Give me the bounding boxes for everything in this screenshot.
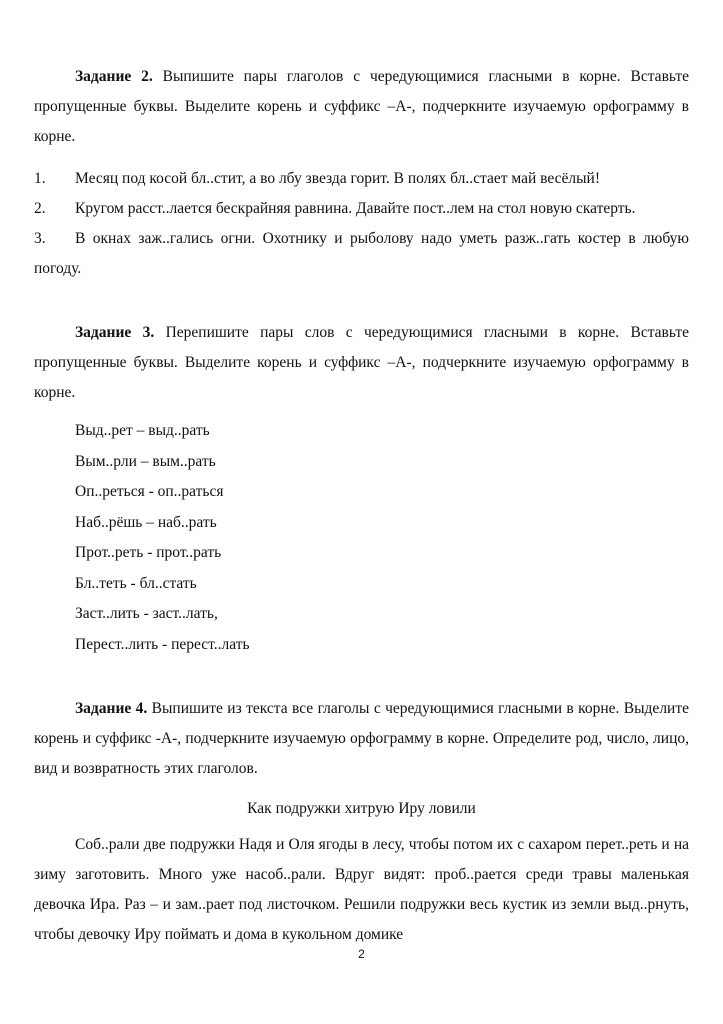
list-item-text: В окнах заж..гались огни. Охотнику и рыболову надо уметь разж..гать костер в любую погоду. [34,230,689,277]
task4-text: Выпишите из текста все глаголы с чередующимися гласными в корне. Выделите корень и суффикс -А-, подчеркните изучаемую орфограмму в корне. Определите род, число, лицо, вид и возвратность этих глаголов. [34,700,689,777]
story-text: Соб..рали две подружки Надя и Оля ягоды в лесу, чтобы потом их с сахаром перет..реть и на зиму заготовить. Много уже насоб..рали. Вдруг видят: проб..рается среди травы маленькая девочка Ира. Раз – и зам..рает под листочком. Решили подружки весь кустик из земли выд..рнуть, чтобы девочку Иру поймать и дома в кукольном домике [34,836,689,943]
task2-list [34,164,689,284]
word-pair: Наб..рёшь – наб..рать [75,513,217,531]
task2-text: Выпишите пары глаголов с чередующимися гласными в корне. Вставьте пропущенные буквы. Выделите корень и суффикс –А-, подчеркните изучаемую орфограмму в корне. [34,68,690,145]
page-number: 2 [358,947,365,961]
task3-instruction [34,318,689,408]
task2-instruction [34,62,689,152]
document-page [34,62,689,950]
task3-text: Перепишите пары слов с чередующимися гласными в корне. Вставьте пропущенные буквы. Выделите корень и суффикс –А-, подчеркните изучаемую орфограмму в корне. [34,324,690,401]
word-pair: Выд..рет – выд..рать [75,422,210,439]
list-item [34,224,689,284]
list-item [34,164,689,194]
word-pair: Перест..лить - перест..лать [75,635,250,653]
word-pair: Вым..рли – вым..рать [75,452,216,470]
task3-word-list [75,416,689,660]
list-item [34,194,689,224]
word-pair: Прот..реть - прот..рать [75,544,222,561]
word-pair: Оп..реться - оп..раться [75,483,224,500]
story-title: Как подружки хитрую Иру ловили [247,800,476,817]
word-pair: Бл..теть - бл..стать [75,574,197,592]
list-item-text: Кругом расст..лается бескрайняя равнина. Давайте пост..лем на стол новую скатерть. [75,200,636,217]
task2-label: Задание 2. [75,68,153,85]
task3-label: Задание 3. [75,324,155,341]
word-pair: Заст..лить - заст..лать, [75,605,218,622]
list-item-text: Месяц под косой бл..стит, а во лбу звезда горит. В полях бл..стает май весёлый! [75,170,601,187]
task4-label: Задание 4. [75,700,148,717]
task4-instruction [34,694,689,784]
list-item-number: 3. [34,230,46,247]
list-item-number: 1. [34,170,46,187]
list-item-number: 2. [34,200,46,217]
